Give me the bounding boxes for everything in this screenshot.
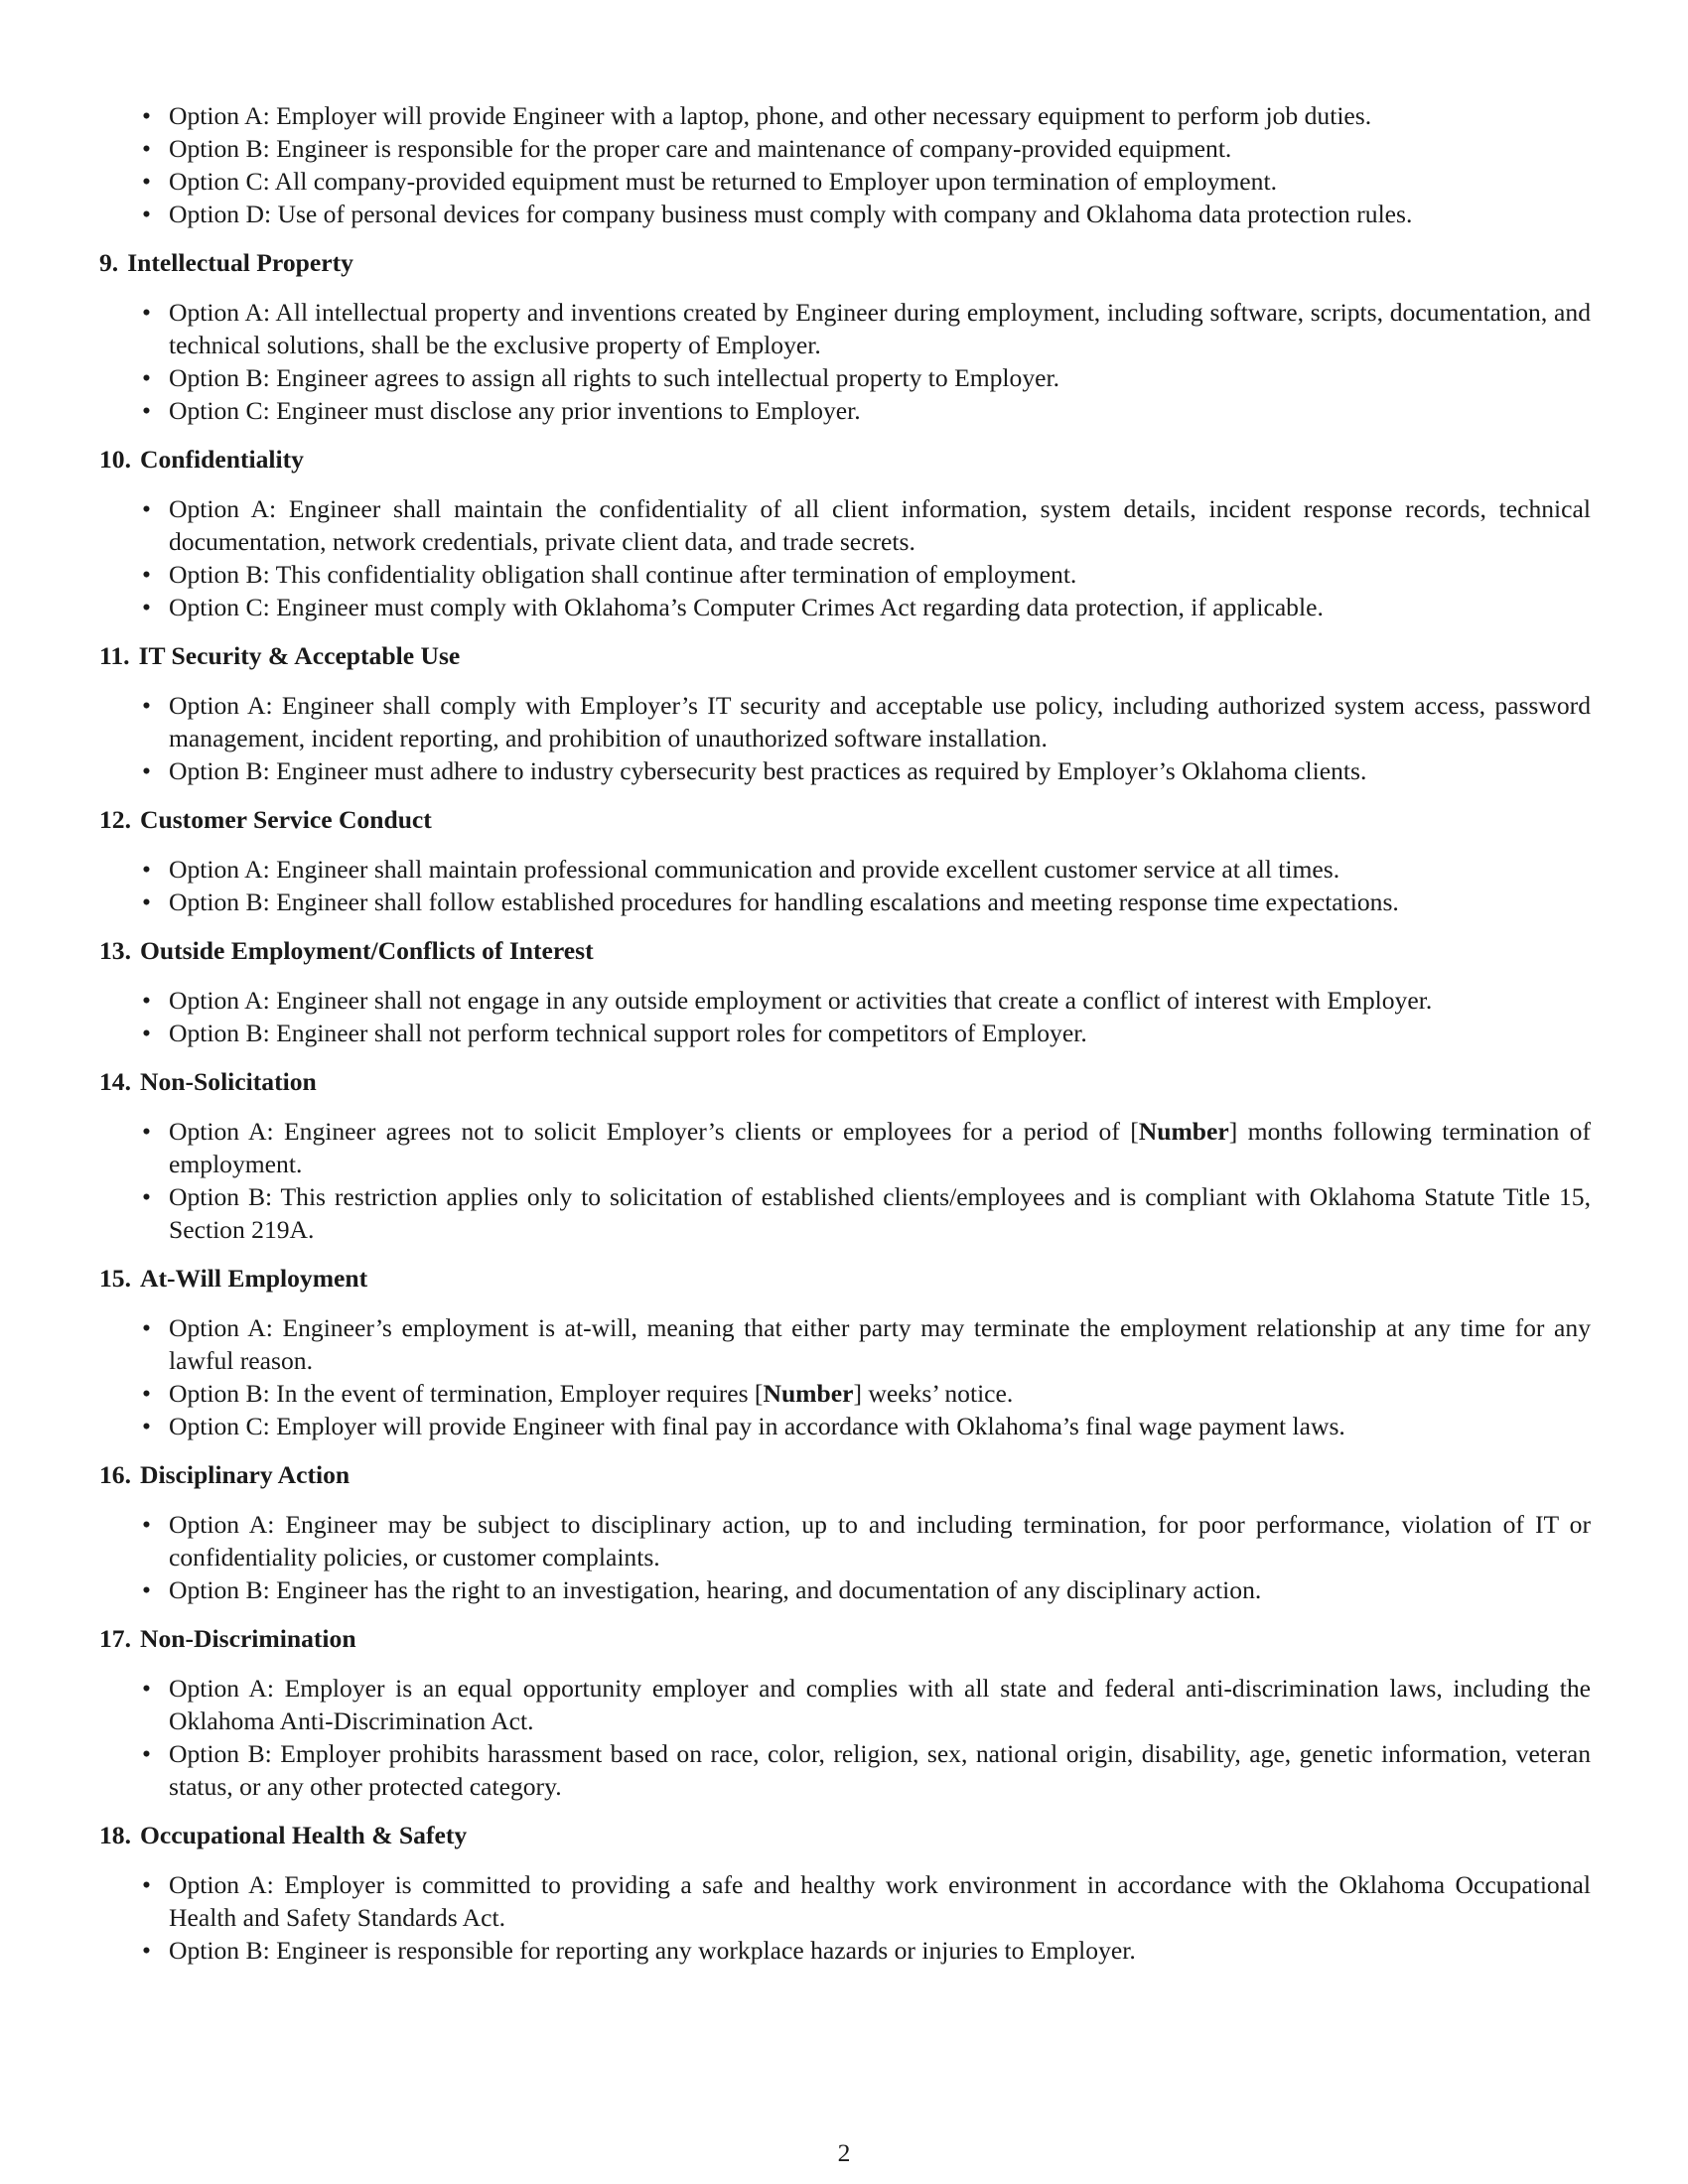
section-number: 14. <box>99 1067 131 1096</box>
section-heading <box>99 246 1591 279</box>
section-options-list <box>99 689 1591 787</box>
section-number: 18. <box>99 1821 131 1849</box>
list-item: • Option A: Engineer’s employment is at-will, meaning that either party may terminate the employment relationship at any time for any lawful reason. <box>169 1311 1591 1377</box>
section-options-list <box>99 296 1591 427</box>
section-title: Confidentiality <box>140 445 304 474</box>
section-title: Non-Solicitation <box>140 1067 317 1096</box>
list-item: • Option A: Employer is an equal opportunity employer and complies with all state and federal anti-discrimination laws, including the Oklahoma Anti-Discrimination Act. <box>169 1672 1591 1737</box>
section-heading <box>99 1622 1591 1655</box>
list-item: • Option B: This confidentiality obligation shall continue after termination of employment. <box>169 558 1591 591</box>
list-item: • Option A: Employer is committed to providing a safe and healthy work environment in accordance with the Oklahoma Occupational Health and Safety Standards Act. <box>169 1868 1591 1934</box>
page-number: 2 <box>837 2138 851 2167</box>
section-number: 17. <box>99 1624 131 1653</box>
list-item <box>169 1377 1591 1410</box>
section-heading <box>99 1262 1591 1295</box>
list-item: • Option C: Employer will provide Engineer with final pay in accordance with Oklahoma’s final wage payment laws. <box>169 1410 1591 1442</box>
list-item: • Option C: Engineer must disclose any prior inventions to Employer. <box>169 394 1591 427</box>
section-title: At-Will Employment <box>140 1264 368 1293</box>
list-item: • Option B: Employer prohibits harassment based on race, color, religion, sex, national origin, disability, age, genetic information, veteran status, or any other protected category. <box>169 1737 1591 1803</box>
section-title: Disciplinary Action <box>140 1460 351 1489</box>
list-item: • Option B: Engineer shall not perform technical support roles for competitors of Employer. <box>169 1017 1591 1049</box>
section-title: Non-Discrimination <box>140 1624 356 1653</box>
section-heading <box>99 1819 1591 1851</box>
section-number: 15. <box>99 1264 131 1293</box>
list-item: • Option B: Engineer has the right to an investigation, hearing, and documentation of any disciplinary action. <box>169 1573 1591 1606</box>
section-heading <box>99 639 1591 672</box>
list-item <box>169 1115 1591 1180</box>
list-item: • Option A: Engineer shall maintain professional communication and provide excellent customer service at all times. <box>169 853 1591 886</box>
item-text: ] weeks’ notice. <box>853 1379 1014 1408</box>
list-item: • Option A: All intellectual property and inventions created by Engineer during employment, including software, scripts, documentation, and technical solutions, shall be the exclusive property of Employer. <box>169 296 1591 361</box>
list-item: • Option B: Engineer is responsible for the proper care and maintenance of company-provided equipment. <box>169 132 1591 165</box>
list-item: • Option B: This restriction applies only to solicitation of established clients/employees and is compliant with Oklahoma Statute Title 15, Section 219A. <box>169 1180 1591 1246</box>
placeholder-field: Number <box>1138 1117 1229 1146</box>
list-item: • Option C: Engineer must comply with Oklahoma’s Computer Crimes Act regarding data protection, if applicable. <box>169 591 1591 623</box>
section-options-list <box>99 492 1591 623</box>
section-number: 9. <box>99 248 119 277</box>
list-item: • Option A: Engineer shall comply with Employer’s IT security and acceptable use policy, including authorized system access, password management, incident reporting, and prohibition of unauthorized software installation. <box>169 689 1591 754</box>
placeholder-field: Number <box>763 1379 854 1408</box>
list-item: • Option A: Employer will provide Engineer with a laptop, phone, and other necessary equipment to perform job duties. <box>169 99 1591 132</box>
section-options-list <box>99 984 1591 1049</box>
section-heading <box>99 1065 1591 1098</box>
list-item: • Option D: Use of personal devices for company business must comply with company and Oklahoma data protection rules. <box>169 198 1591 230</box>
section-title: Occupational Health & Safety <box>140 1821 468 1849</box>
section-options-list <box>99 853 1591 918</box>
section-options-list <box>99 1115 1591 1246</box>
item-text: Option B: In the event of termination, Employer requires [ <box>169 1379 764 1408</box>
list-item: • Option B: Engineer shall follow established procedures for handling escalations and meeting response time expectations. <box>169 886 1591 918</box>
section-number: 12. <box>99 805 131 834</box>
section-number: 16. <box>99 1460 131 1489</box>
section-number: 10. <box>99 445 131 474</box>
list-item: • Option C: All company-provided equipment must be returned to Employer upon termination of employment. <box>169 165 1591 198</box>
list-item: • Option B: Engineer must adhere to industry cybersecurity best practices as required by Employer’s Oklahoma clients. <box>169 754 1591 787</box>
section-number: 11. <box>99 641 130 670</box>
equipment-options-list <box>99 99 1591 230</box>
section-number: 13. <box>99 936 131 965</box>
list-item: • Option A: Engineer shall maintain the confidentiality of all client information, system details, incident response records, technical documentation, network credentials, private client data, and trade secrets. <box>169 492 1591 558</box>
section-title: IT Security & Acceptable Use <box>138 641 461 670</box>
list-item: • Option A: Engineer may be subject to disciplinary action, up to and including termination, for poor performance, violation of IT or confidentiality policies, or customer complaints. <box>169 1508 1591 1573</box>
section-heading <box>99 803 1591 836</box>
section-options-list <box>99 1311 1591 1442</box>
item-text: Option A: Engineer agrees not to solicit Employer’s clients or employees for a period of [ <box>169 1117 1139 1146</box>
section-heading <box>99 443 1591 476</box>
section-options-list <box>99 1508 1591 1606</box>
section-title: Intellectual Property <box>127 248 353 277</box>
section-title: Outside Employment/Conflicts of Interest <box>140 936 594 965</box>
section-options-list <box>99 1868 1591 1967</box>
page-content <box>99 99 1591 1967</box>
section-heading <box>99 1458 1591 1491</box>
section-options-list <box>99 1672 1591 1803</box>
section-heading <box>99 934 1591 967</box>
section-title: Customer Service Conduct <box>140 805 432 834</box>
list-item: • Option A: Engineer shall not engage in any outside employment or activities that create a conflict of interest with Employer. <box>169 984 1591 1017</box>
list-item: • Option B: Engineer agrees to assign all rights to such intellectual property to Employer. <box>169 361 1591 394</box>
list-item: • Option B: Engineer is responsible for reporting any workplace hazards or injuries to Employer. <box>169 1934 1591 1967</box>
item-text: ] months following termination of employment. <box>169 1117 1591 1178</box>
